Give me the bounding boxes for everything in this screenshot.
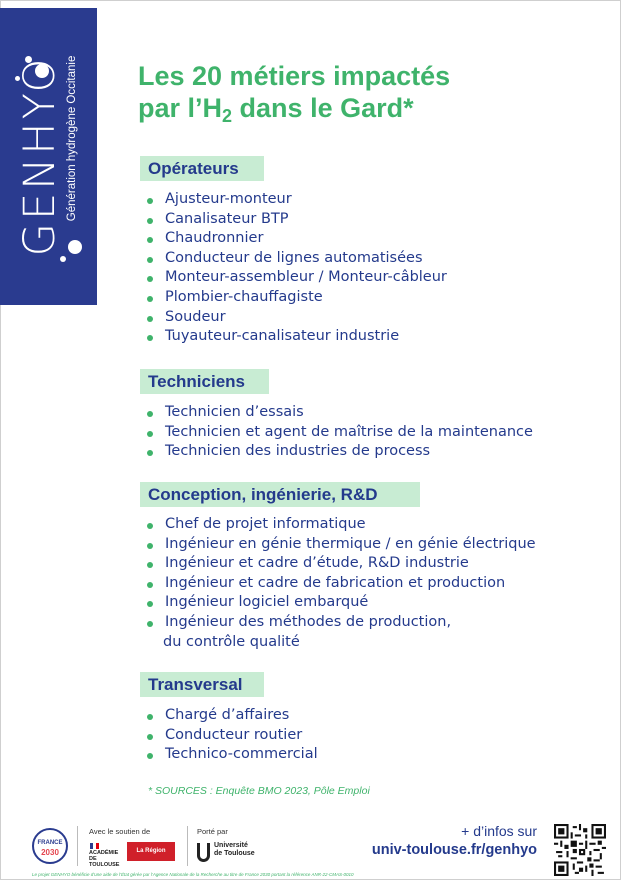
list-item: Ingénieur en génie thermique / en génie électrique	[146, 535, 536, 555]
title-line-2-suffix: dans le Gard*	[232, 93, 414, 123]
footer-divider	[187, 826, 188, 866]
france-2030-logo	[32, 828, 68, 864]
list-item: Ingénieur et cadre de fabrication et production	[146, 574, 536, 594]
more-info-label: + d’infos sur	[461, 823, 537, 839]
list-item: Soudeur	[146, 308, 447, 328]
title-line-2	[138, 92, 578, 124]
section-heading-conception: Conception, ingénierie, R&D	[140, 482, 420, 507]
list-item: Ajusteur-monteur	[146, 190, 447, 210]
france-year: 2030	[41, 848, 59, 857]
logo-word: GENHYO	[15, 55, 65, 257]
brand-band	[0, 8, 97, 305]
list-item: Ingénieur logiciel embarqué	[146, 593, 536, 613]
section-heading-transversal: Transversal	[140, 672, 264, 697]
list-item-continuation: du contrôle qualité	[163, 633, 300, 650]
funding-disclaimer: Le projet GENHYO bénéficie d’une aide de l’État gérée par l’Agence Nationale de la Recherche au titre de France 2030 portant la référence ANR-22-CMAS-0010	[32, 872, 354, 877]
section-heading-techniciens: Techniciens	[140, 369, 269, 394]
title-subscript: 2	[222, 106, 233, 126]
footer-divider	[77, 826, 78, 866]
list-item: Canalisateur BTP	[146, 210, 447, 230]
qr-code-icon[interactable]	[554, 824, 606, 876]
section-heading-operateurs: Opérateurs	[140, 156, 264, 181]
list-operateurs	[146, 190, 447, 347]
list-item: Conducteur de lignes automatisées	[146, 249, 447, 269]
more-info-block	[372, 822, 537, 860]
list-item: Technicien des industries de process	[146, 442, 533, 462]
university-u-icon	[197, 843, 210, 862]
list-item: Chaudronnier	[146, 229, 447, 249]
list-item: Technicien d’essais	[146, 403, 533, 423]
genhyo-logo	[17, 56, 79, 257]
university-line-1: Université	[214, 842, 248, 849]
carried-label: Porté par	[197, 827, 228, 836]
more-info-url-link[interactable]: univ-toulouse.fr/genhyo	[371, 842, 537, 858]
list-item: Ingénieur et cadre d’étude, R&D industrie	[146, 554, 536, 574]
list-item: Plombier-chauffagiste	[146, 288, 447, 308]
list-item: Chef de projet informatique	[146, 515, 536, 535]
list-item: Ingénieur des méthodes de production,	[146, 613, 536, 633]
support-label: Avec le soutien de	[89, 827, 151, 836]
list-item: Technicien et agent de maîtrise de la maintenance	[146, 423, 533, 443]
title-line-1: Les 20 métiers impactés	[138, 61, 451, 91]
list-techniciens	[146, 403, 533, 462]
list-transversal	[146, 706, 318, 765]
academie-logo: ACADÉMIE DE TOULOUSE	[89, 850, 120, 868]
university-line-2: de Toulouse	[214, 850, 255, 857]
title-line-2-prefix: par l’H	[138, 93, 223, 123]
page-title	[138, 60, 578, 124]
university-logo	[214, 842, 255, 858]
france-label: FRANCE	[37, 840, 63, 846]
list-item: Technico-commercial	[146, 745, 318, 765]
list-item: Conducteur routier	[146, 726, 318, 746]
list-conception	[146, 515, 536, 652]
marianne-flag-icon	[90, 843, 99, 849]
logo-subtitle: Génération hydrogène Occitanie	[66, 55, 78, 222]
region-occitanie-logo: La Région Occitanie	[127, 842, 175, 861]
sources-note: * SOURCES : Enquête BMO 2023, Pôle Emploi	[148, 785, 370, 797]
list-item: Tuyauteur-canalisateur industrie	[146, 327, 447, 347]
list-item: Chargé d’affaires	[146, 706, 318, 726]
list-item: Monteur-assembleur / Monteur-câbleur	[146, 268, 447, 288]
